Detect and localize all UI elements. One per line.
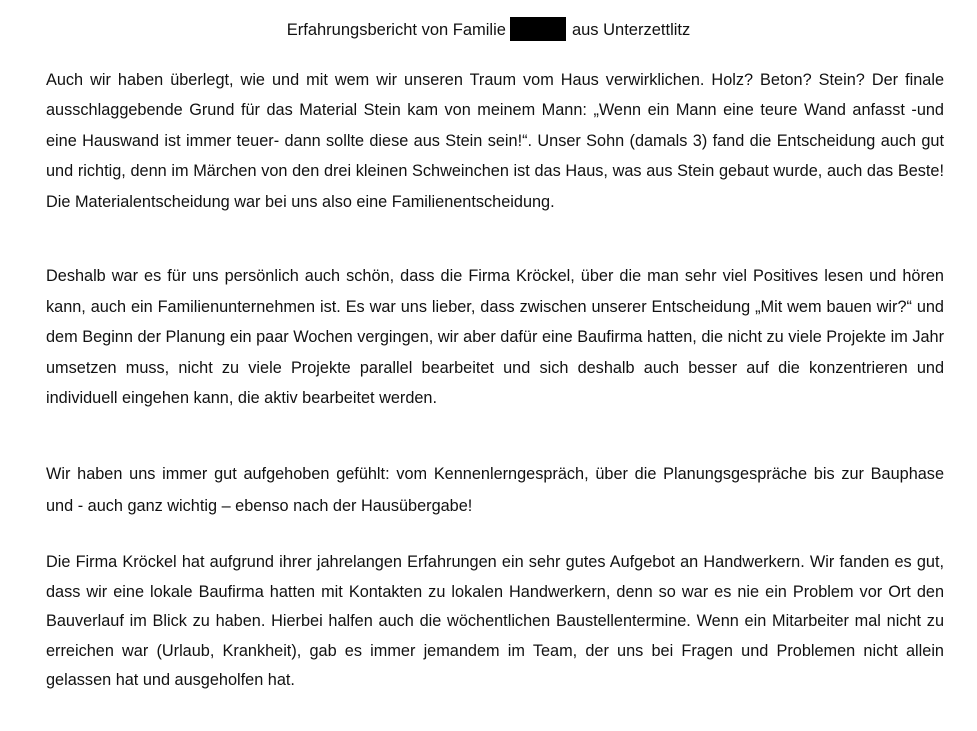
paragraph-craftsmen: Die Firma Kröckel hat aufgrund ihrer jahrelangen Erfahrungen ein sehr gutes Aufgebot an Handwerkern. Wir fanden es gut, dass wir eine lokale Baufirma hatten mit Kontakten zu lokalen Handwerkern, denn so war es nie ein Problem vor Ort den Bauverlauf im Blick zu haben. Hierbei halfen auch die wöchentlichen Baustellentermine. Wenn ein Mitarbeiter mal nicht zu erreichen war (Urlaub, Krankheit), gab es immer jemandem im Team, der uns bei Fragen und Problemen nicht allein gelassen hat und ausgeholfen hat. [46, 553, 944, 689]
title-text-before: Erfahrungsbericht von Familie [286, 21, 506, 39]
title-text-after: aus Unterzettlitz [571, 21, 691, 39]
paragraph-material-choice: Auch wir haben überlegt, wie und mit wem wir unseren Traum vom Haus verwirklichen. Holz? Beton? Stein? Der finale ausschlaggebende Grund für das Material Stein kam von meinem Mann: „Wenn ein Mann eine teure Wand anfasst -und eine Hauswand ist immer teuer- dann sollte diese aus Stein sein!“. Unser Sohn (damals 3) fand die Entscheidung auch gut und richtig, denn im Märchen von den drei kleinen Schweinchen ist das Haus, was aus Stein gebaut wurde, auch das Beste! Die Materialentscheidung war bei uns also eine Familienentscheidung. [46, 71, 944, 211]
paragraph-family-company: Deshalb war es für uns persönlich auch schön, dass die Firma Kröckel, über die man sehr viel Positives lesen und hören kann, auch ein Familienunternehmen ist. Es war uns lieber, dass zwischen unserer Entscheidung „Mit wem bauen wir?“ und dem Beginn der Planung ein paar Wochen vergingen, wir aber dafür eine Baufirma hatten, die nicht zu viele Projekte im Jahr umsetzen muss, nicht zu viele Projekte parallel bearbeitet und sich deshalb auch besser auf die konzentrieren und individuell eingehen kann, die aktiv bearbeitet werden. [46, 267, 944, 408]
document-title [0, 17, 977, 41]
paragraph-well-supported: Wir haben uns immer gut aufgehoben gefühlt: vom Kennenlerngespräch, über die Planungsgespräche bis zur Bauphase und - auch ganz wichtig – ebenso nach der Hausübergabe! [46, 465, 944, 515]
redaction-bar [510, 17, 566, 41]
